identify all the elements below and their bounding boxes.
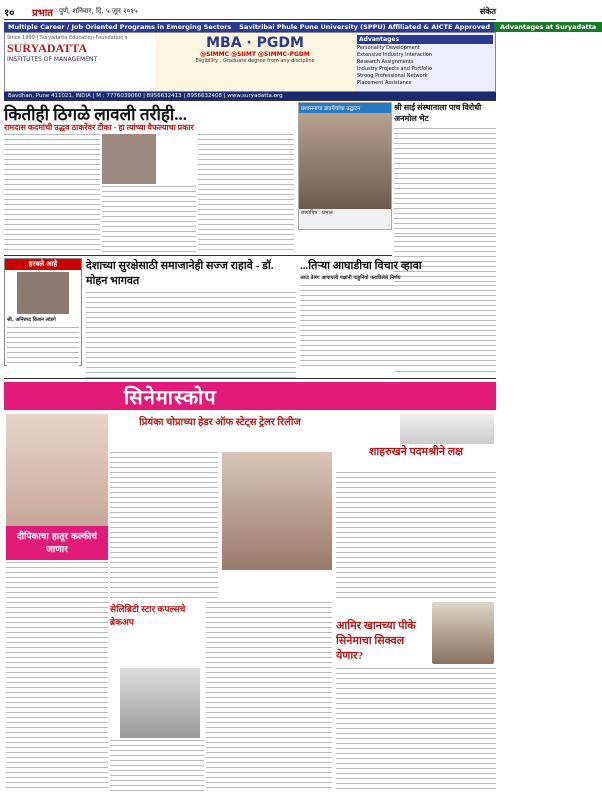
celebrity-article — [110, 602, 204, 670]
adbar-left: Multiple Career / Job Oriented Programs in Emerging Sectors — [8, 23, 232, 31]
lead-headline: कितीही ठिगळे लावली तरीही... — [4, 105, 188, 124]
lead-body-col-1 — [4, 134, 100, 254]
lead-body-col-3 — [198, 134, 294, 254]
priyanka-article — [110, 414, 330, 450]
main2-headline: देशाच्या सुरक्षेसाठी समाजानेही सज्ज राहावे - डॉ. मोहन भागवत — [86, 260, 274, 287]
ad-institute-subtitle: INSTITUTES OF MANAGEMENT — [7, 56, 98, 63]
ad-programs: MBA · PGDM — [206, 35, 304, 51]
ad-advantage-item: Research Assignments — [357, 59, 414, 65]
ad-top-bar — [4, 22, 597, 32]
lead-body-col-2 — [102, 186, 196, 254]
deepika-photo — [6, 414, 108, 526]
celebrity-headline: सेलिब्रिटी स्टार कपल्सचे ब्रेकअप — [110, 604, 186, 627]
section-name: संकेत — [479, 7, 496, 16]
aamir-headline: आमिर खानच्या पीके सिनेमाचा सिक्वल येणार? — [336, 620, 416, 662]
ad-institute-name: SURYADATTA — [7, 41, 88, 55]
shahrukh-article — [336, 444, 496, 459]
ad-eligibility: Eligibility : Graduate degree from any discipline — [195, 58, 315, 64]
shahrukh-photo — [400, 414, 494, 444]
ad-advantage-item: Strong Professional Network — [357, 73, 428, 79]
side-headline: श्री साई संस्थानाला पाच विरोधी अनमोल भेट — [394, 103, 482, 123]
main3-headline: ...तिऱ्या आघाडीचा विचार व्हावा — [300, 260, 422, 272]
priyanka-headline: प्रियंका चोप्राच्या हेडर ऑफ स्टेट्स ट्रेलर रिलीज — [139, 417, 301, 428]
cinema-logo: सिनेमास्कोप — [124, 386, 217, 409]
aamir-article — [336, 618, 430, 663]
main3-subheadline: आज तेलंग आपापली पक्षांनी पाहुनियो फराविलेले निर्णय — [300, 275, 401, 281]
ad-advantage-item: Personality Development — [357, 45, 420, 51]
missing-tag: हरवले आहे — [5, 259, 81, 270]
ad-programs-block — [155, 33, 355, 91]
ad-logo-block — [5, 33, 155, 91]
adbar-mid: Savitribai Phule Pune University (SPPU) Affiliated & AICTE Approved — [239, 23, 491, 31]
lead-photo — [102, 134, 156, 184]
aamir-photo — [432, 602, 494, 664]
deepika-body — [6, 562, 108, 792]
cinema-banner — [4, 382, 496, 410]
ad-contact: Bavdhan, Pune 411021, INDIA | M : 7776039060 | 8956632413 | 8956632408 | www.suryadatta.org — [4, 92, 496, 100]
ad-codes: @SIMMC @SIIMT @SIMMC-PGDM — [200, 51, 310, 58]
divider — [4, 255, 392, 256]
celebrity-photo — [120, 668, 200, 738]
shahrukh-body — [336, 472, 496, 598]
photo-tag: प्रशासनाचा डावपेचांचा उद्घाटन — [299, 103, 391, 113]
priyanka-body — [110, 452, 218, 598]
ad-advantage-item: Industry Projects and Portfolio — [357, 66, 433, 72]
profile-photo — [17, 272, 69, 314]
main2-article — [86, 258, 296, 386]
divider — [4, 100, 496, 101]
ad-tagline: Since 1999 | Suryadatta Education Foundation's — [7, 35, 128, 41]
shahrukh-headline: शाहरुखने पदमश्रीने लक्ष — [368, 446, 464, 458]
celebrity-body-2 — [110, 740, 204, 792]
newspaper-brand: प्रभात — [32, 7, 54, 19]
right-sidebar — [394, 102, 496, 238]
priyanka-photo — [222, 452, 332, 570]
masthead — [4, 4, 496, 20]
main3-article — [300, 258, 496, 367]
center-photo-box — [298, 102, 392, 230]
missing-person-box — [4, 258, 82, 366]
dateline: पुणे, शनिवार, दि. ५ जून २०१५ — [59, 7, 138, 15]
page-number: १० — [4, 7, 15, 19]
aamir-body — [336, 668, 496, 792]
photo-caption: छायाचित्र : प्रभात — [301, 210, 333, 216]
deepika-caption: दीपिकाचा हातूर कल्कीचं जाणार — [6, 526, 108, 560]
lead-subheadline: रामदास कदमांची उद्धव ठाकरेंवर टीका - हा त्यांच्या वैफल्याचा प्रकार — [4, 123, 194, 132]
ad-advantage-item: Extensive Industry Interaction — [357, 52, 433, 58]
adbar-right: Advantages at Suryadatta — [494, 22, 602, 32]
celebrity-body — [206, 602, 332, 792]
divider — [4, 378, 496, 379]
ad-advantages-title: Advantages — [357, 35, 493, 44]
ad-advantages-block — [355, 33, 495, 91]
ad-advantage-item: Placement Assistance — [357, 80, 412, 86]
profile-name: श्री. अनिरुध्द किशन लांडगे — [7, 317, 56, 323]
suryadatta-ad — [4, 32, 496, 92]
